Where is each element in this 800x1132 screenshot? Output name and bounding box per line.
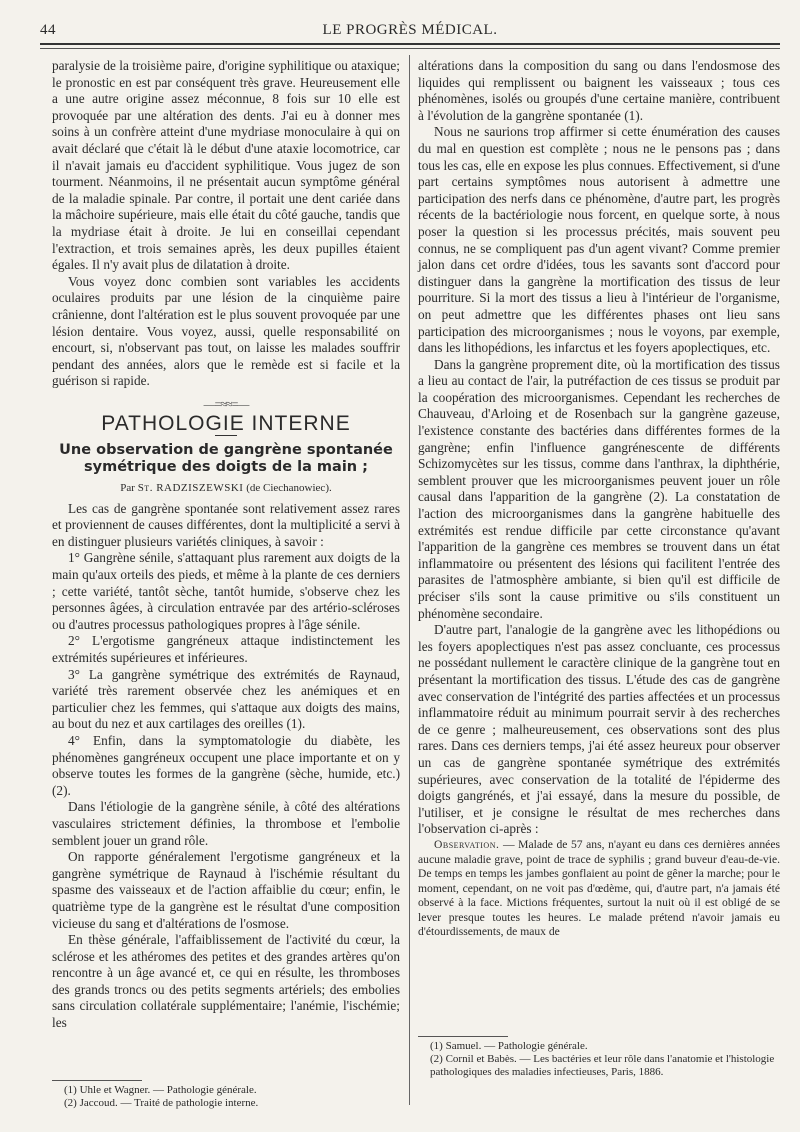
right-column <box>418 58 780 940</box>
paragraph: Nous ne saurions trop affirmer si cette énumération des causes du mal en question est complète ; nous ne le pensons pas ; dans tous les cas, elle en expose les plus connues. Effectivement, si d'une part certains symptômes nous autorisent à admettre une participation des nerfs dans ce phénomène, d'autre part, les progrès récents de la bactériologie nous forcent, en quelque sorte, à nous poser la question si les processus précités, mais souvent peu connus, ne se compliquent pas d'un agent vivant? Comme premier jalon dans cet ordre d'idées, tous les savants sont d'accord pour distinguer dans la gangrène la mortification des tissus de leur pourriture. Si la mort des tissus a lieu à l'intérieur de l'organisme, on peut admettre que les différentes phases ont lieu sans participation des microorganismes ; nous le voyons, par exemple, dans les lithopédions, les infarctus et les foyers apoplectiques, etc. <box>418 124 780 356</box>
right-footnotes <box>418 1040 780 1079</box>
observation-paragraph <box>418 838 780 940</box>
paragraph: 1° Gangrène sénile, s'attaquant plus rarement aux doigts de la main qu'aux orteils des pieds, et même à la plante de ces derniers ; cette variété, tantôt sèche, tantôt humide, s'observe chez les personnes âgées, à circulation entravée par des artério-scléroses ou d'autres processus pathologiques propres à l'âge sénile. <box>52 550 400 632</box>
paragraph: 4° Enfin, dans la symptomatologie du diabète, les phénomènes gangréneux occupent une place importante et on y observe toutes les formes de la gangrène (sèche, humide, etc.) (2). <box>52 732 400 798</box>
ornamental-separator: —=≈≈=— <box>203 396 249 411</box>
author-name: St. RADZISZEWSKI <box>137 482 244 495</box>
paragraph: Les cas de gangrène spontanée sont relativement assez rares et proviennent de causes différentes, dont la multiplicité a servi à en distinguer plusieurs variétés cliniques, à savoir : <box>52 500 400 549</box>
byline-prefix: Par <box>120 482 135 495</box>
paragraph: On rapporte généralement l'ergotisme gangréneux et la gangrène symétrique de Raynaud à l'ischémie résultant du spasme des vaisseaux et de l'action affaiblie du cœur; enfin, le quatrième type de la gangrène est le résultat d'une composition vicieuse du sang et d'altérations de l'osmose. <box>52 849 400 931</box>
left-column <box>52 58 400 1032</box>
header-rule-thin <box>40 48 780 49</box>
footnote-rule <box>418 1036 508 1037</box>
running-header <box>40 22 780 42</box>
author-location: (de Ciechanowiec). <box>246 482 332 495</box>
journal-title: LE PROGRÈS MÉDICAL. <box>322 22 498 38</box>
footnote: (1) Samuel. — Pathologie générale. <box>430 1040 588 1052</box>
paragraph: 3° La gangrène symétrique des extrémités de Raynaud, variété très rarement observée chez les anémiques et en particulier chez les femmes, qui s'attaque aux doigts des mains, au bout du nez et aux cartilages des oreilles (1). <box>52 666 400 732</box>
left-footnotes <box>52 1084 400 1110</box>
article-title: Une observation de gangrène spontanée symétrique des doigts de la main ; <box>59 442 393 476</box>
paragraph: 2° L'ergotisme gangréneux attaque indistinctement les extrémités supérieures et inférieures. <box>52 633 400 665</box>
page-number: 44 <box>40 22 56 38</box>
observation-text: — Malade de 57 ans, n'ayant eu dans ces dernières années aucune maladie grave, point de trace de syphilis ; grand buveur d'eau-de-vie. De temps en temps les jambes gonflaient au point de gêner la marche; pour le moment, cependant, on ne voit pas d'œdème, qui, d'autre part, n'a jamais été observé à la face. Mictions fréquentes, surtout la nuit où il est obligé de se lever presque toutes les heures. Le malade prétend n'avoir jamais eu d'étourdissements, de maux de <box>418 837 780 939</box>
paragraph: Vous voyez donc combien sont variables les accidents oculaires produits par une lésion de la cinquième paire crânienne, dont l'altération est le plus souvent provoquée par une lésion dentaire. Vous voyez, aussi, quelle responsabilité on encourt, si, n'observant pas tout, on laisse les malades souffrir pendant des années, alors que le remède est si facile et la guérison si rapide. <box>52 273 400 389</box>
paragraph: D'autre part, l'analogie de la gangrène avec les lithopédions ou les foyers apoplectiques n'est pas assez concluante, ces processus ne possédant nullement le caractère clinique de la gangrène tout en présentant la mortification des tissus. L'étude des cas de gangrène avec conservation de l'intégrité des parties affectées et un processus inflammatoire réduit au minimum pourrait servir à des recherches de ce genre ; malheureusement, ces observations sont des plus rares. Dans ces derniers temps, j'ai été assez heureux pour observer un cas de gangrène spontanée symétrique des extrémités supérieures, avec conservation de la totalité de l'épiderme des doigts gangrénés, et j'ai essayé, dans la mesure du possible, de l'utiliser, et je consigne le résultat de mes recherches dans l'observation ci-après : <box>418 622 780 837</box>
column-divider <box>409 55 410 1105</box>
header-rule <box>40 43 780 45</box>
footnote: (2) Cornil et Babès. — Les bactéries et leur rôle dans l'anatomie et l'histologie pathologiques des maladies infectieuses, Paris, 1886. <box>430 1053 775 1078</box>
paragraph: Dans l'étiologie de la gangrène sénile, à côté des altérations vasculaires strictement définies, la thrombose et l'embolie semblent jouer un grand rôle. <box>52 799 400 848</box>
paragraph: En thèse générale, l'affaiblissement de l'activité du cœur, la sclérose et les athéromes des petites et des grandes artères qu'on rencontre à un âge avancé et, ce qui en résulte, les thromboses des grands troncs ou des petits segments artériels; des embolies sans circulation collatérale supplémentaire; l'anémie, l'ischémie; les <box>52 932 400 1031</box>
observation-label: Observation. <box>434 837 500 851</box>
paragraph: Dans la gangrène proprement dite, où la mortification des tissus a lieu au contact de l'air, la putréfaction de ces tissus se produit par la coopération des microorganismes. Cependant les recherches de Chauveau, d'Arloing et de Rosenbach sur la gangrène gazeuse, l'existence constante des bactéries dans différentes formes de la gangrène; enfin l'influence gangrénescente de différents Schizomycètes sur les tissus, comme dans l'anthrax, la diphthérie, semblent prouver que les microorganismes peuvent jouer un rôle causal dans l'apparition de la gangrène (2). La constatation de l'action des microorganismes dans la gangrène habituelle des extrémités est rendue difficile par cette circonstance qu'avant l'apparition de la gangrène ces membres se trouvent dans un état inflammatoire ou présentent des lésions qui facilitent l'entrée des parasites de l'atmosphère ambiante, si bien qu'il est difficile de préciser s'ils sont la cause primitive ou s'ils constituent un phénomène secondaire. <box>418 356 780 621</box>
footnote-rule <box>52 1080 142 1081</box>
footnote: (1) Uhle et Wagner. — Pathologie générale. <box>64 1084 257 1096</box>
paragraph: paralysie de la troisième paire, d'origine syphilitique ou ataxique; le pronostic en est par conséquent très grave. Heureusement elle a une autre origine assez méconnue, 8 fois sur 10 elle est provoquée par une altération des dents. J'ai eu à donner mes soins à un confrère atteint d'une mydriase monoculaire à qui on avait déclaré que c'était là le début d'une ataxie locomotrice, car il n'avait jamais eu d'accident syphilitique. Vous jugez de son tourment. Néanmoins, il ne présentait aucun symptôme général de la maladie spinale. Par contre, il portait une dent cariée dans la mâchoire supérieure, mais elle était du côté gauche, tandis que la mydriase était à droite. Je lui en conseillai cependant l'extraction, et trois semaines après, les deux pupilles étaient égales. Il n'y avait plus de dilatation à droite. <box>52 58 400 273</box>
section-title: PATHOLOGIE INTERNE <box>101 412 351 436</box>
paragraph: altérations dans la composition du sang ou dans l'endosmose des liquides qui remplissent ou baignent les vaisseaux ; tous ces phénomènes, isolés ou groupés d'une certaine manière, contribuent à l'évolution de la gangrène spontanée (1). <box>418 58 780 123</box>
byline <box>52 480 400 497</box>
footnote: (2) Jaccoud. — Traité de pathologie interne. <box>64 1097 259 1109</box>
title-rule <box>215 435 237 436</box>
